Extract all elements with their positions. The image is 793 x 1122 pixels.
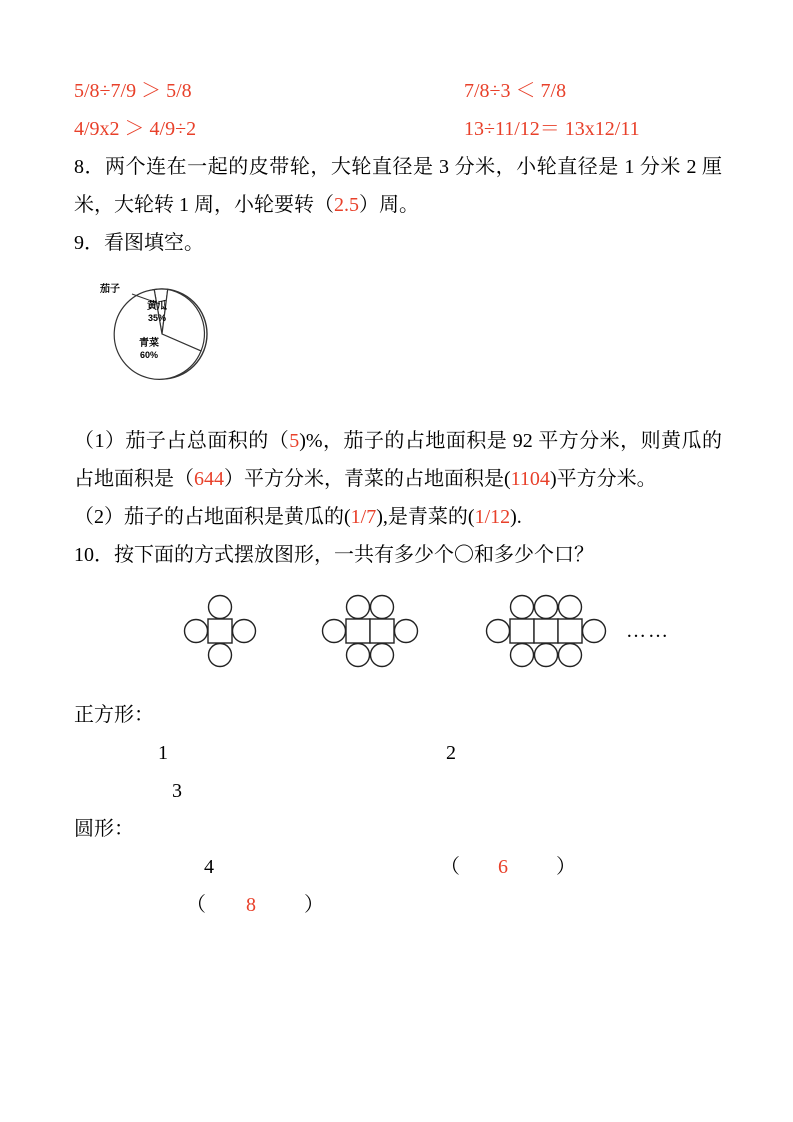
circle-answer-2-open: （ — [440, 856, 460, 878]
circle-answer-row-2 — [74, 886, 722, 924]
pie-chart — [84, 276, 284, 386]
question-8-answer: 2.5 — [334, 194, 359, 216]
figure-group — [74, 588, 722, 678]
question-9-sub-2 — [74, 498, 722, 536]
figure-1 — [172, 588, 268, 674]
q9-sub2-part3: ). — [510, 506, 522, 528]
q9-sub1-answer-1: 5 — [289, 430, 300, 452]
figure-ellipsis: …… — [626, 620, 670, 642]
circle-answer-2-close: ） — [556, 856, 576, 878]
figure-3 — [474, 588, 618, 674]
svg-text:60%: 60% — [140, 350, 159, 360]
inequality-row-1 — [74, 72, 722, 110]
circle-answer-2: 6 — [498, 856, 508, 878]
q9-sub1-answer-2: 644 — [194, 468, 224, 490]
q9-sub2-part1: （2）茄子的占地面积是黄瓜的( — [74, 506, 351, 528]
q9-sub1-part4: )平方分米。 — [549, 468, 657, 490]
circle-answer-row-1 — [74, 848, 722, 886]
square-answer-row-2 — [74, 772, 722, 810]
square-answer-2: 2 — [446, 742, 456, 764]
q9-sub1-part1: （1）茄子占总面积的（ — [74, 430, 290, 452]
inequality-row-2 — [74, 110, 722, 148]
figure-2 — [310, 588, 430, 674]
svg-text:茄子: 茄子 — [100, 284, 120, 295]
q9-sub1-answer-3: 1104 — [510, 468, 550, 490]
question-9-title: 9．看图填空。 — [74, 232, 204, 254]
circle-label: 圆形： — [74, 818, 134, 840]
circle-answer-3-open: （ — [186, 894, 206, 916]
question-8-text-before: 8．两个连在一起的皮带轮，大轮直径是 3 分米，小轮直径是 1 分米 2 厘米，大轮转 1 周，小轮要转（ — [74, 156, 722, 216]
svg-text:黄瓜: 黄瓜 — [147, 301, 167, 312]
worksheet-content — [74, 72, 722, 924]
inequality-2-left: 4/9x2 ＞ 4/9÷2 — [74, 118, 197, 140]
square-answer-3: 3 — [172, 780, 182, 802]
inequality-1-left: 5/8÷7/9 ＞ 5/8 — [74, 80, 192, 102]
circle-answer-1: 4 — [204, 856, 214, 878]
question-9-sub-1 — [74, 422, 722, 498]
circle-answer-3-close: ） — [304, 894, 324, 916]
inequality-1-right: 7/8÷3 ＜ 7/8 — [464, 80, 567, 102]
square-label: 正方形： — [74, 704, 154, 726]
q9-sub1-part2: )%，茄子的占地面积是 92 平方分米，则黄瓜的占地面积是（ — [74, 430, 723, 490]
q9-sub2-answer-1: 1/7 — [350, 506, 377, 528]
square-answer-row-1 — [74, 734, 722, 772]
pie-chart-svg — [84, 276, 284, 386]
question-8 — [74, 148, 722, 224]
square-answer-1: 1 — [158, 742, 168, 764]
q9-sub2-part2: ),是青菜的( — [376, 506, 475, 528]
circle-answer-3: 8 — [246, 894, 256, 916]
question-8-text-after: ）周。 — [359, 194, 419, 216]
svg-text:青菜: 青菜 — [139, 338, 159, 349]
q9-sub1-part3: ）平方分米，青菜的占地面积是( — [224, 468, 511, 490]
inequality-2-right: 13÷11/12＝ 13x12/11 — [464, 118, 640, 140]
question-10: 10．按下面的方式摆放图形，一共有多少个〇和多少个口？ — [74, 544, 594, 566]
q9-sub2-answer-2: 1/12 — [474, 506, 511, 528]
svg-text:35%: 35% — [148, 313, 167, 323]
